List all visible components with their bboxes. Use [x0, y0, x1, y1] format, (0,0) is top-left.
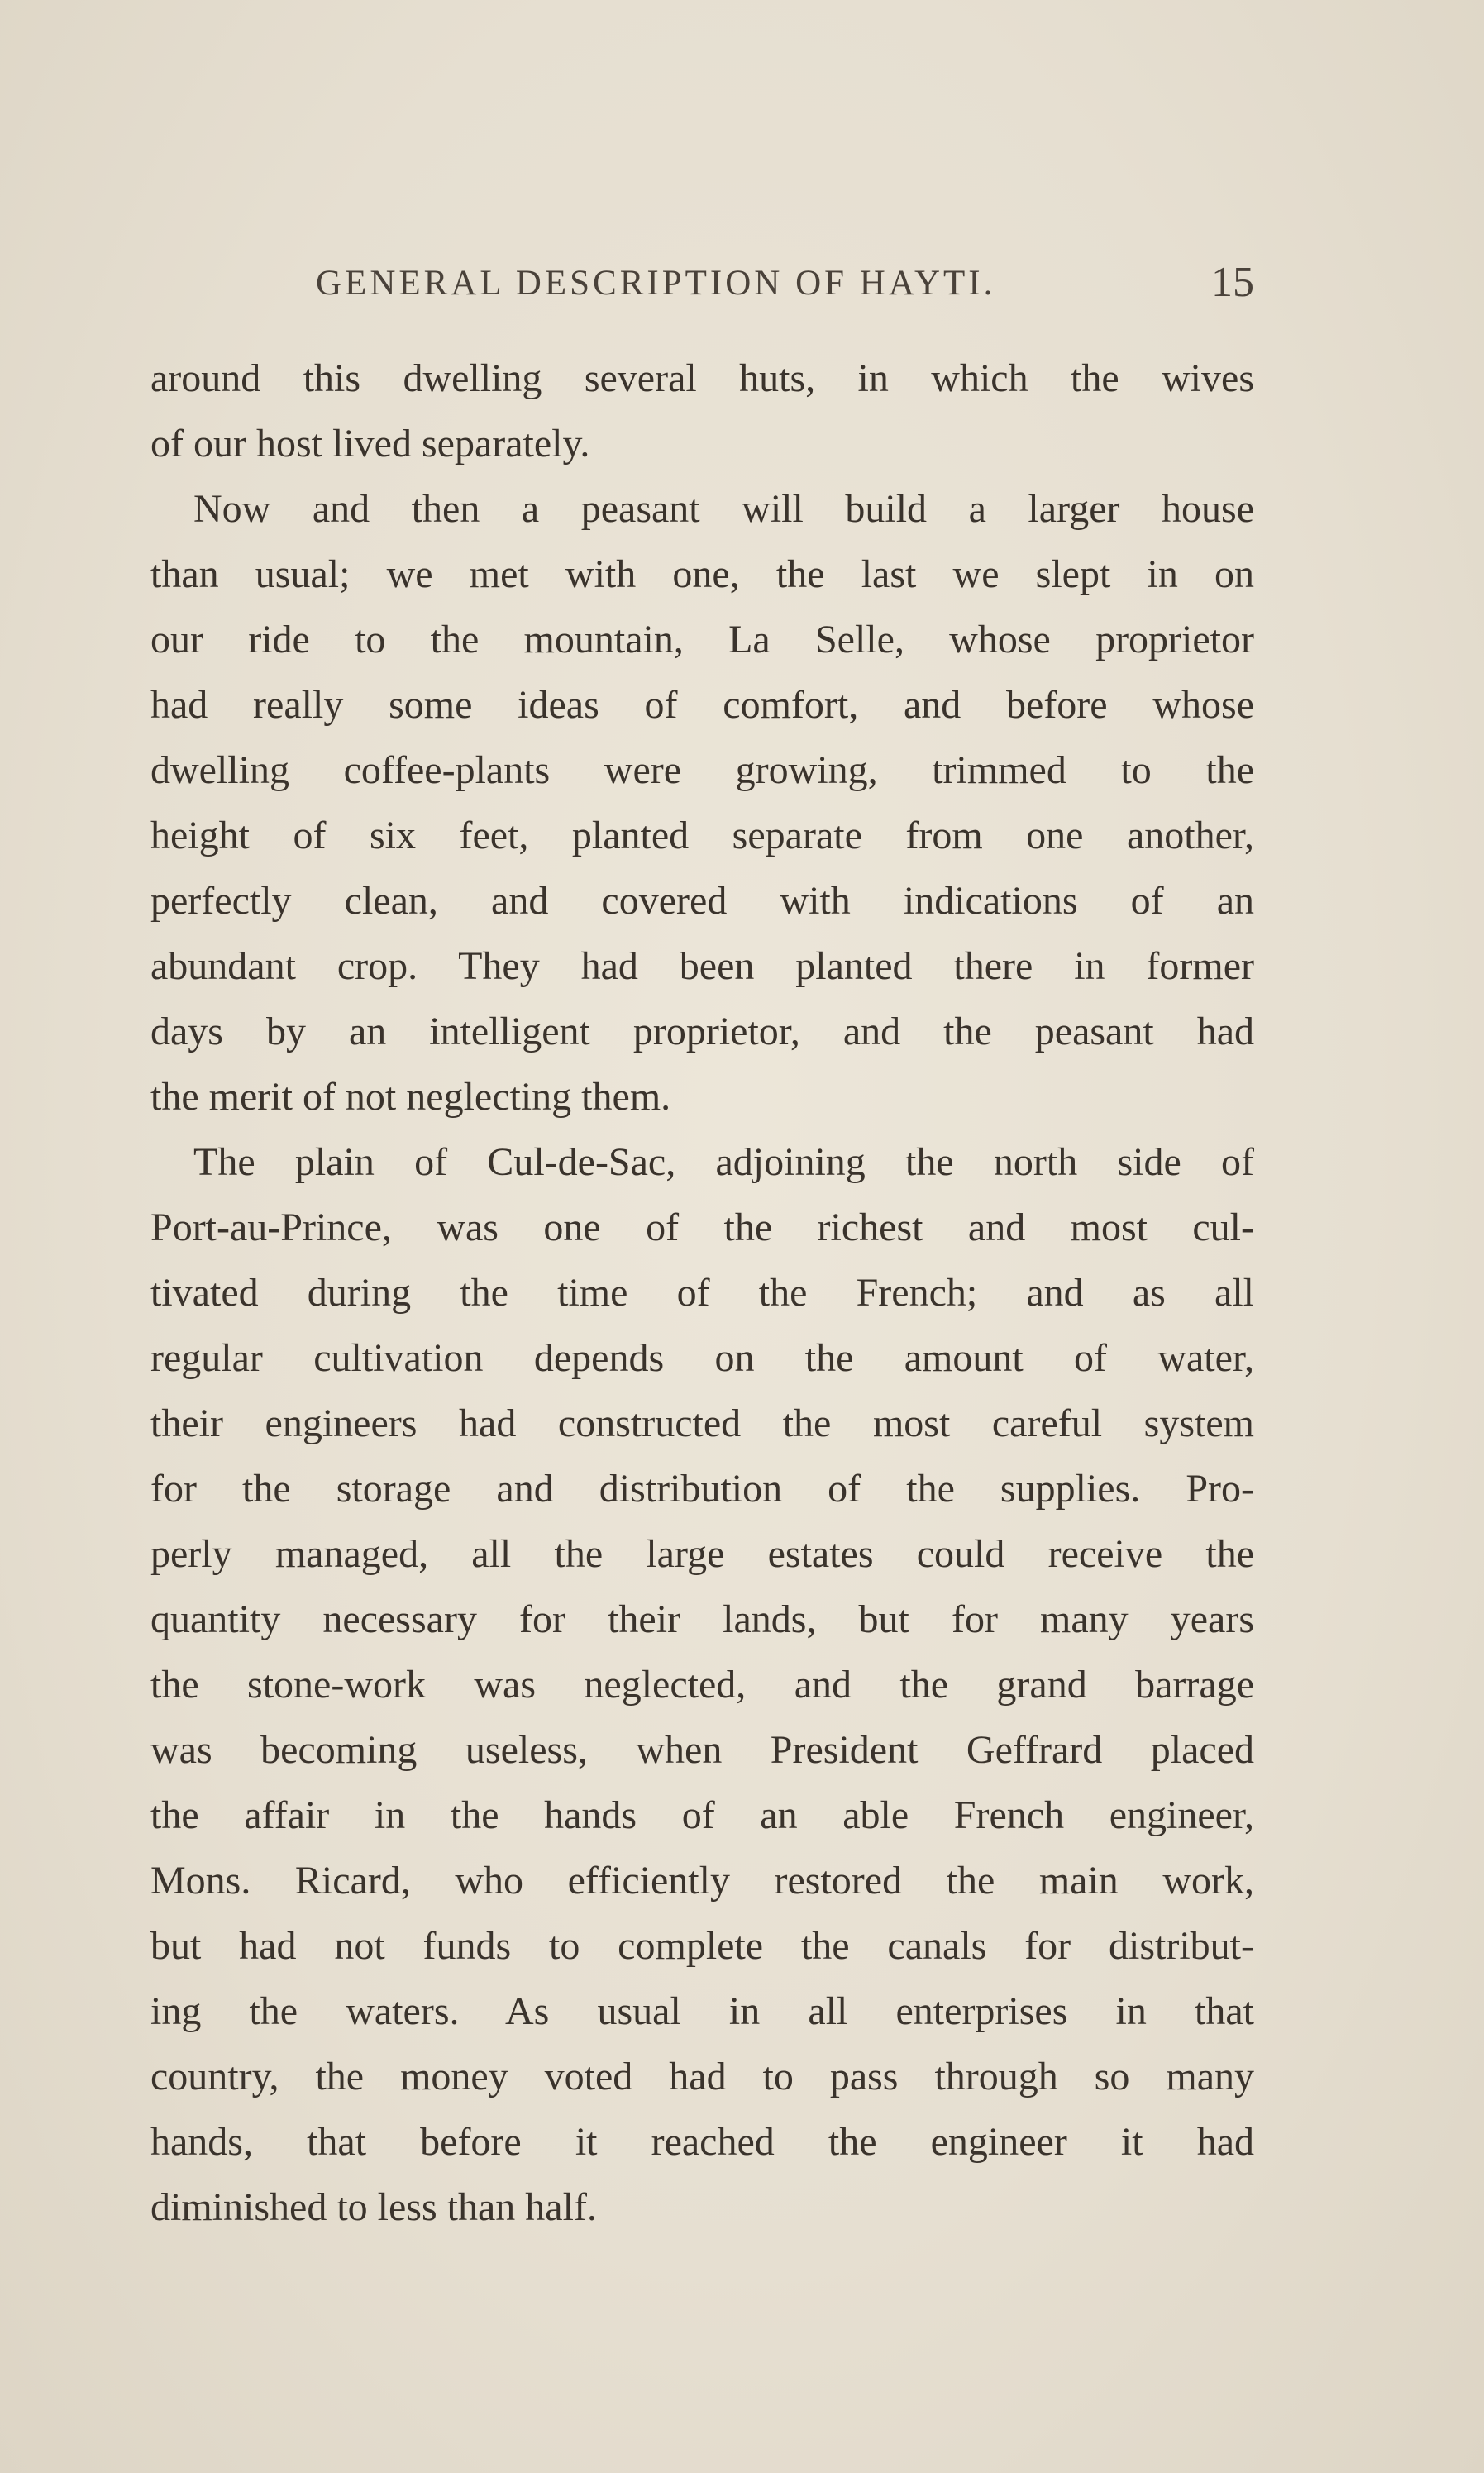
text-line: had really some ideas of comfort, and before whose — [150, 683, 1254, 727]
text-line: height of six feet, planted separate from one another, — [150, 814, 1254, 857]
text-line: Port-au-Prince, was one of the richest and most cul- — [150, 1205, 1254, 1249]
text-line: the merit of not neglecting them. — [150, 1075, 671, 1119]
text-line: regular cultivation depends on the amount of water, — [150, 1336, 1254, 1380]
text-line: the affair in the hands of an able French engineer, — [150, 1793, 1254, 1837]
text-line: The plain of Cul-de-Sac, adjoining the north side of — [193, 1140, 1254, 1184]
text-line: our ride to the mountain, La Selle, whose proprietor — [150, 618, 1254, 661]
text-line: hands, that before it reached the engineer it had — [150, 2120, 1254, 2164]
text-line: the stone-work was neglected, and the grand barrage — [150, 1663, 1254, 1707]
text-line: of our host lived separately. — [150, 422, 590, 465]
text-line: perly managed, all the large estates could receive the — [150, 1532, 1254, 1576]
body-text — [150, 346, 1254, 2240]
running-title: GENERAL DESCRIPTION OF HAYTI. — [316, 264, 996, 303]
text-line: Mons. Ricard, who efficiently restored the main work, — [150, 1859, 1254, 1902]
text-line: diminished to less than half. — [150, 2185, 597, 2229]
text-line: dwelling coffee-plants were growing, trimmed to the — [150, 748, 1254, 792]
text-line: was becoming useless, when President Geffrard placed — [150, 1728, 1254, 1772]
text-line: tivated during the time of the French; and as all — [150, 1271, 1254, 1315]
text-line: abundant crop. They had been planted there in former — [150, 944, 1254, 988]
text-line: their engineers had constructed the most careful system — [150, 1401, 1254, 1445]
text-line: for the storage and distribution of the supplies. Pro- — [150, 1467, 1254, 1511]
text-line: ing the waters. As usual in all enterprises in that — [150, 1989, 1254, 2033]
page-number: 15 — [1211, 259, 1254, 306]
running-head — [316, 259, 1254, 313]
text-line: around this dwelling several huts, in which the wives — [150, 356, 1254, 400]
text-line: Now and then a peasant will build a larger house — [193, 487, 1254, 531]
text-line: quantity necessary for their lands, but for many years — [150, 1597, 1254, 1641]
text-line: but had not funds to complete the canals for distribut- — [150, 1924, 1254, 1968]
text-line: days by an intelligent proprietor, and the peasant had — [150, 1010, 1254, 1053]
text-line: country, the money voted had to pass through so many — [150, 2055, 1254, 2098]
text-line: perfectly clean, and covered with indications of an — [150, 879, 1254, 923]
text-line: than usual; we met with one, the last we slept in on — [150, 552, 1254, 596]
